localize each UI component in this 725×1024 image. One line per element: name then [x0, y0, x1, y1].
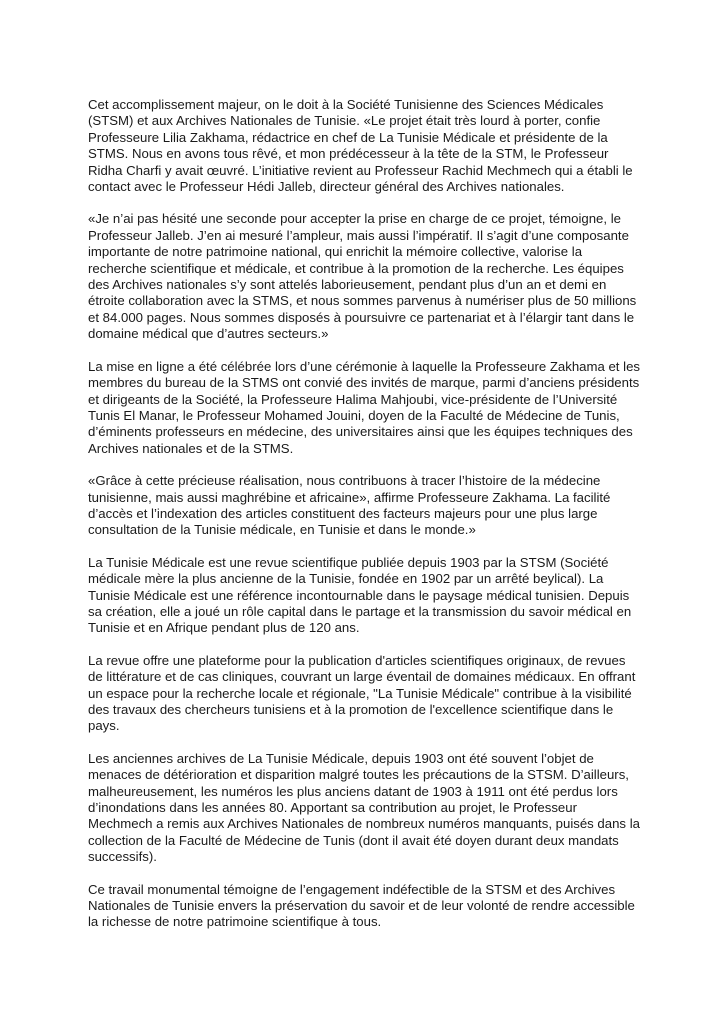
paragraph-8: Ce travail monumental témoigne de l’engagement indéfectible de la STSM et des Archives Nationales de Tunisie envers la préservation du savoir et de leur volonté de rendre accessible la richesse de notre patrimoine scientifique à tous.	[88, 881, 635, 930]
paragraph-3: La mise en ligne a été célébrée lors d’une cérémonie à laquelle la Professeure Zakhama et les membres du bureau de la STMS ont convié des invités de marque, parmi d’anciens présidents et dirigeants de la Société, la Professeure Halima Mahjoubi, vice-présidente de l’Université Tunis El Manar, le Professeur Mohamed Jouini, doyen de la Faculté de Médecine de Tunis, d’éminents professeurs en médecine, des universitaires ainsi que les équipes techniques des Archives nationales et de la STMS.	[88, 358, 640, 456]
paragraph-4: «Grâce à cette précieuse réalisation, nous contribuons à tracer l’histoire de la médecine tunisienne, mais aussi maghrébine et africaine», affirme Professeure Zakhama. La facilité d’accès et l’indexation des articles constituent des facteurs majeurs pour une plus large consultation de la Tunisie médicale, en Tunisie et dans le monde.»	[88, 473, 611, 538]
paragraph-7: Les anciennes archives de La Tunisie Médicale, depuis 1903 ont été souvent l’objet de menaces de détérioration et disparition malgré toutes les précautions de la STSM. D’ailleurs, malheureusement, les numéros les plus anciens datant de 1903 à 1911 ont été perdus lors d’inondations dans les années 80. Apportant sa contribution au projet, le Professeur Mechmech a remis aux Archives Nationales de nombreux numéros manquants, puisés dans la collection de la Faculté de Médecine de Tunis (dont il avait été doyen durant deux mandats successifs).	[88, 750, 640, 865]
paragraph-6: La revue offre une plateforme pour la publication d'articles scientifiques originaux, de revues de littérature et de cas cliniques, couvrant un large éventail de domaines médicaux. En offrant un espace pour la recherche locale et régionale, "La Tunisie Médicale" contribue à la visibilité des travaux des chercheurs tunisiens et à la promotion de l'excellence scientifique dans le pays.	[88, 652, 636, 734]
paragraph-5: La Tunisie Médicale est une revue scientifique publiée depuis 1903 par la STSM (Société médicale mère la plus ancienne de la Tunisie, fondée en 1902 par un arrêté beylical). La Tunisie Médicale est une référence incontournable dans le paysage médical tunisien. Depuis sa création, elle a joué un rôle capital dans le partage et la transmission du savoir médical en Tunisie et en Afrique pendant plus de 120 ans.	[88, 554, 632, 636]
document-page	[88, 97, 643, 947]
paragraph-2: «Je n’ai pas hésité une seconde pour accepter la prise en charge de ce projet, témoigne, le Professeur Jalleb. J’en ai mesuré l’ampleur, mais aussi l’impératif. Il s’agit d’une composante importante de notre patrimoine national, qui enrichit la mémoire collective, valorise la recherche scientifique et médicale, et contribue à la promotion de la recherche. Les équipes des Archives nationales s’y sont attelés laborieusement, pendant plus d’un an et demi en étroite collaboration avec la STMS, et nous sommes parvenus à numériser plus de 50 millions et 84.000 pages. Nous sommes disposés à poursuivre ce partenariat et à l’élargir tant dans le domaine médical que d’autres secteurs.»	[88, 211, 637, 342]
paragraph-1: Cet accomplissement majeur, on le doit à la Société Tunisienne des Sciences Médicales (STSM) et aux Archives Nationales de Tunisie. «Le projet était très lourd à porter, confie Professeure Lilia Zakhama, rédactrice en chef de La Tunisie Médicale et présidente de la STMS. Nous en avons tous rêvé, et mon prédécesseur à la tête de la STM, le Professeur Ridha Charfi y avait œuvré. L’initiative revient au Professeur Rachid Mechmech qui a établi le contact avec le Professeur Hédi Jalleb, directeur général des Archives nationales.	[88, 97, 633, 195]
